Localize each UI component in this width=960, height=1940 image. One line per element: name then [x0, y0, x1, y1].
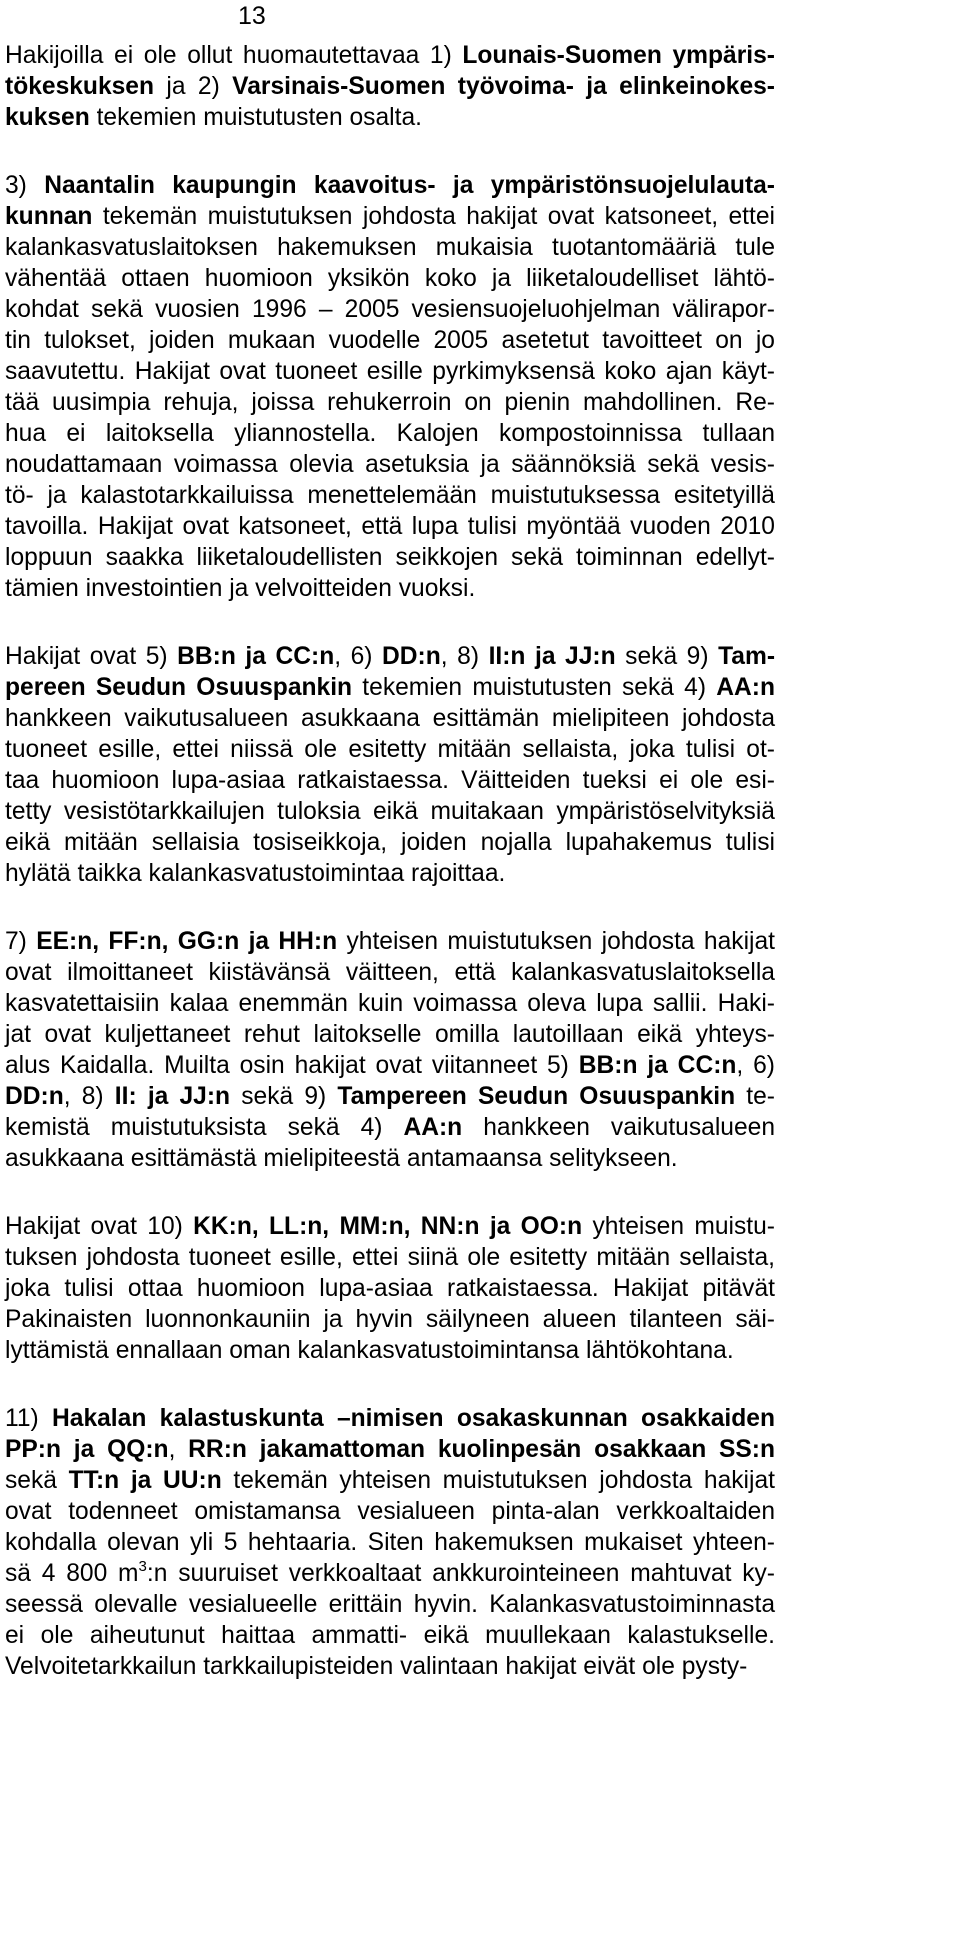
text-run: , 6) — [736, 1052, 775, 1079]
bold-text-run: pereen Seudun Osuuspankin — [5, 674, 353, 701]
bold-text-run: RR:n jakamattoman kuolinpesän osakkaan SS:n — [188, 1436, 776, 1463]
text-line — [5, 1143, 775, 1174]
text-run: Hakijoilla ei ole ollut huomautettavaa 1) — [5, 42, 463, 69]
text-line — [5, 263, 775, 294]
bold-text-run: DD:n — [5, 1083, 64, 1110]
text-run: kasvatettaisiin kalaa enemmän kuin voimassa oleva lupa sallii. Haki- — [5, 990, 775, 1017]
text-line — [5, 957, 775, 988]
text-line — [5, 734, 775, 765]
text-run: eikä mitään sellaisia tosiseikkoja, joiden nojalla lupahakemus tulisi — [5, 829, 775, 856]
text-line — [5, 1651, 775, 1682]
text-line — [5, 418, 775, 449]
text-run: tekemän yhteisen muistutuksen johdosta hakijat — [221, 1467, 775, 1494]
paragraph — [5, 170, 775, 604]
text-line — [5, 356, 775, 387]
text-line — [5, 170, 775, 201]
text-run: tämien investointien ja velvoitteiden vuoksi. — [5, 575, 476, 602]
text-line — [5, 1211, 775, 1242]
text-run: Velvoitetarkkailun tarkkailupisteiden valintaan hakijat eivät ole pysty- — [5, 1653, 748, 1680]
text-line — [5, 988, 775, 1019]
text-run: sekä 9) — [615, 643, 719, 670]
text-run: tekemän muistutuksen johdosta hakijat ovat katsoneet, ettei — [92, 203, 775, 230]
text-run: tetty vesistötarkkailujen tuloksia eikä muitakaan ympäristöselvityksiä — [5, 798, 775, 825]
text-run: kohdat sekä vuosien 1996 – 2005 vesiensuojeluohjelman välirapor- — [5, 296, 775, 323]
text-run: asukkaana esittämästä mielipiteestä antamaansa selitykseen. — [5, 1145, 678, 1172]
text-line — [5, 1335, 775, 1366]
text-line — [5, 1019, 775, 1050]
text-run: ja 2) — [154, 73, 233, 100]
text-line — [5, 1620, 775, 1651]
text-run: sekä — [5, 1467, 69, 1494]
text-run: , 8) — [63, 1083, 115, 1110]
text-line — [5, 672, 775, 703]
text-run: sä 4 800 m — [5, 1560, 139, 1587]
paragraph — [5, 926, 775, 1174]
bold-text-run: Naantalin kaupungin kaavoitus- ja ympäristönsuojelulauta- — [44, 172, 776, 199]
bold-text-run: EE:n, FF:n, GG:n ja HH:n — [36, 928, 338, 955]
text-run: hylätä taikka kalankasvatustoimintaa rajoittaa. — [5, 860, 506, 887]
superscript: 3 — [138, 1558, 147, 1575]
text-run: jat ovat kuljettaneet rehut laitokselle omilla lautoillaan eikä yhteys- — [5, 1021, 775, 1048]
paragraph — [5, 40, 775, 133]
text-run: :n suuruiset verkkoaltaat ankkurointeineen mahtuvat ky- — [146, 1560, 776, 1587]
text-run: tuksen johdosta tuoneet esille, ettei siinä ole esitetty mitään sellaista, — [5, 1244, 775, 1271]
text-run: joka tulisi ottaa huomioon lupa-asiaa ratkaistaessa. Hakijat pitävät — [5, 1275, 775, 1302]
text-line — [5, 1434, 775, 1465]
text-run: tavoilla. Hakijat ovat katsoneet, että lupa tulisi myöntää vuoden 2010 — [5, 513, 775, 540]
text-run: saavutettu. Hakijat ovat tuoneet esille pyrkimyksensä koko ajan käyt- — [5, 358, 775, 385]
text-run: 11) — [5, 1405, 53, 1432]
text-run: ei ole aiheutunut haittaa ammatti- eikä muullekaan kalastukselle. — [5, 1622, 775, 1649]
text-run: yhteisen muistutuksen johdosta hakijat — [337, 928, 776, 955]
bold-text-run: Tam- — [718, 643, 776, 670]
text-line — [5, 827, 775, 858]
text-run: tekemien muistutusten sekä 4) — [352, 674, 717, 701]
text-line — [5, 1273, 775, 1304]
text-run: seessä olevalle vesialueelle erittäin hyvin. Kalankasvatustoiminnasta — [5, 1591, 775, 1618]
text-line — [5, 1558, 775, 1589]
text-line — [5, 1589, 775, 1620]
text-line — [5, 1081, 775, 1112]
text-run: hua ei laitoksella yliannostella. Kalojen kompostoinnissa tullaan — [5, 420, 775, 447]
text-run: ovat todenneet omistamansa vesialueen pinta-alan verkkoaltaiden — [5, 1498, 775, 1525]
text-line — [5, 102, 775, 133]
text-run: kohdalla olevan yli 5 hehtaaria. Siten hakemuksen mukaiset yhteen- — [5, 1529, 775, 1556]
text-run: sekä 9) — [230, 1083, 338, 1110]
text-run: tuoneet esille, ettei niissä ole esitetty mitään sellaista, joka tulisi ot- — [5, 736, 775, 763]
bold-text-run: Varsinais-Suomen työvoima- ja elinkeinokes- — [232, 73, 775, 100]
bold-text-run: AA:n — [403, 1114, 463, 1141]
text-run: ovat ilmoittaneet kiistävänsä väitteen, että kalankasvatuslaitoksella — [5, 959, 775, 986]
text-run: vähentää ottaen huomioon yksikön koko ja liiketaloudelliset lähtö- — [5, 265, 775, 292]
text-line — [5, 201, 775, 232]
bold-text-run: II: ja JJ:n — [114, 1083, 231, 1110]
text-run: 3) — [5, 172, 45, 199]
text-run: , 6) — [334, 643, 383, 670]
bold-text-run: TT:n ja UU:n — [68, 1467, 222, 1494]
text-line — [5, 71, 775, 102]
text-line — [5, 1465, 775, 1496]
bold-text-run: Lounais-Suomen ympäris- — [462, 42, 775, 69]
bold-text-run: II:n ja JJ:n — [488, 643, 616, 670]
bold-text-run: KK:n, LL:n, MM:n, NN:n ja OO:n — [193, 1213, 583, 1240]
text-run: tö- ja kalastotarkkailuissa menettelemään muistutuksessa esitetyillä — [5, 482, 775, 509]
text-line — [5, 1304, 775, 1335]
bold-text-run: Tampereen Seudun Osuuspankin — [337, 1083, 736, 1110]
text-run: tin tulokset, joiden mukaan vuodelle 2005 asetetut tavoitteet on jo — [5, 327, 775, 354]
text-run: kemistä muistutuksista sekä 4) — [5, 1114, 404, 1141]
page-number: 13 — [238, 2, 266, 30]
bold-text-run: tökeskuksen — [5, 73, 155, 100]
text-line — [5, 40, 775, 71]
text-line — [5, 511, 775, 542]
text-run: alus Kaidalla. Muilta osin hakijat ovat viitanneet 5) — [5, 1052, 579, 1079]
bold-text-run: PP:n ja QQ:n — [5, 1436, 169, 1463]
text-line — [5, 573, 775, 604]
text-run: tää uusimpia rehuja, joissa rehukerroin on pienin mahdollinen. Re- — [5, 389, 775, 416]
text-line — [5, 480, 775, 511]
text-line — [5, 641, 775, 672]
text-line — [5, 1112, 775, 1143]
document-body — [5, 40, 775, 1719]
text-line — [5, 387, 775, 418]
paragraph — [5, 1403, 775, 1682]
paragraph — [5, 1211, 775, 1366]
text-run: Hakijat ovat 10) — [5, 1213, 194, 1240]
text-line — [5, 449, 775, 480]
text-line — [5, 703, 775, 734]
bold-text-run: kunnan — [5, 203, 93, 230]
text-run: noudattamaan voimassa olevia asetuksia ja säännöksiä sekä vesis- — [5, 451, 775, 478]
text-line — [5, 1403, 775, 1434]
bold-text-run: BB:n ja CC:n — [578, 1052, 737, 1079]
bold-text-run: AA:n — [716, 674, 775, 701]
bold-text-run: BB:n ja CC:n — [177, 643, 335, 670]
text-run: kalankasvatuslaitoksen hakemuksen mukaisia tuotantomääriä tule — [5, 234, 775, 261]
text-run: loppuun saakka liiketaloudellisten seikkojen sekä toiminnan edellyt- — [5, 544, 775, 571]
text-line — [5, 232, 775, 263]
text-run: Hakijat ovat 5) — [5, 643, 178, 670]
text-line — [5, 765, 775, 796]
text-line — [5, 1496, 775, 1527]
text-line — [5, 294, 775, 325]
bold-text-run: DD:n — [382, 643, 441, 670]
text-line — [5, 858, 775, 889]
bold-text-run: Hakalan kalastuskunta –nimisen osakaskunnan osakkaiden — [52, 1405, 775, 1432]
text-run: hankkeen vaikutusalueen asukkaana esittämän mielipiteen johdosta — [5, 705, 775, 732]
text-run: , — [168, 1436, 189, 1463]
text-run: taa huomioon lupa-asiaa ratkaistaessa. Väitteiden tueksi ei ole esi- — [5, 767, 775, 794]
text-line — [5, 1242, 775, 1273]
text-run: lyttämistä ennallaan oman kalankasvatustoimintansa lähtökohtana. — [5, 1337, 734, 1364]
text-run: 7) — [5, 928, 37, 955]
paragraph — [5, 641, 775, 889]
text-line — [5, 1527, 775, 1558]
text-run: te- — [735, 1083, 775, 1110]
text-run: , 8) — [440, 643, 489, 670]
text-line — [5, 542, 775, 573]
text-run: Pakinaisten luonnonkauniin ja hyvin säilyneen alueen tilanteen säi- — [5, 1306, 775, 1333]
text-line — [5, 1050, 775, 1081]
text-line — [5, 325, 775, 356]
bold-text-run: kuksen — [5, 104, 90, 131]
text-line — [5, 796, 775, 827]
text-line — [5, 926, 775, 957]
text-run: tekemien muistutusten osalta. — [89, 104, 422, 131]
text-run: yhteisen muistu- — [582, 1213, 775, 1240]
text-run: hankkeen vaikutusalueen — [462, 1114, 776, 1141]
